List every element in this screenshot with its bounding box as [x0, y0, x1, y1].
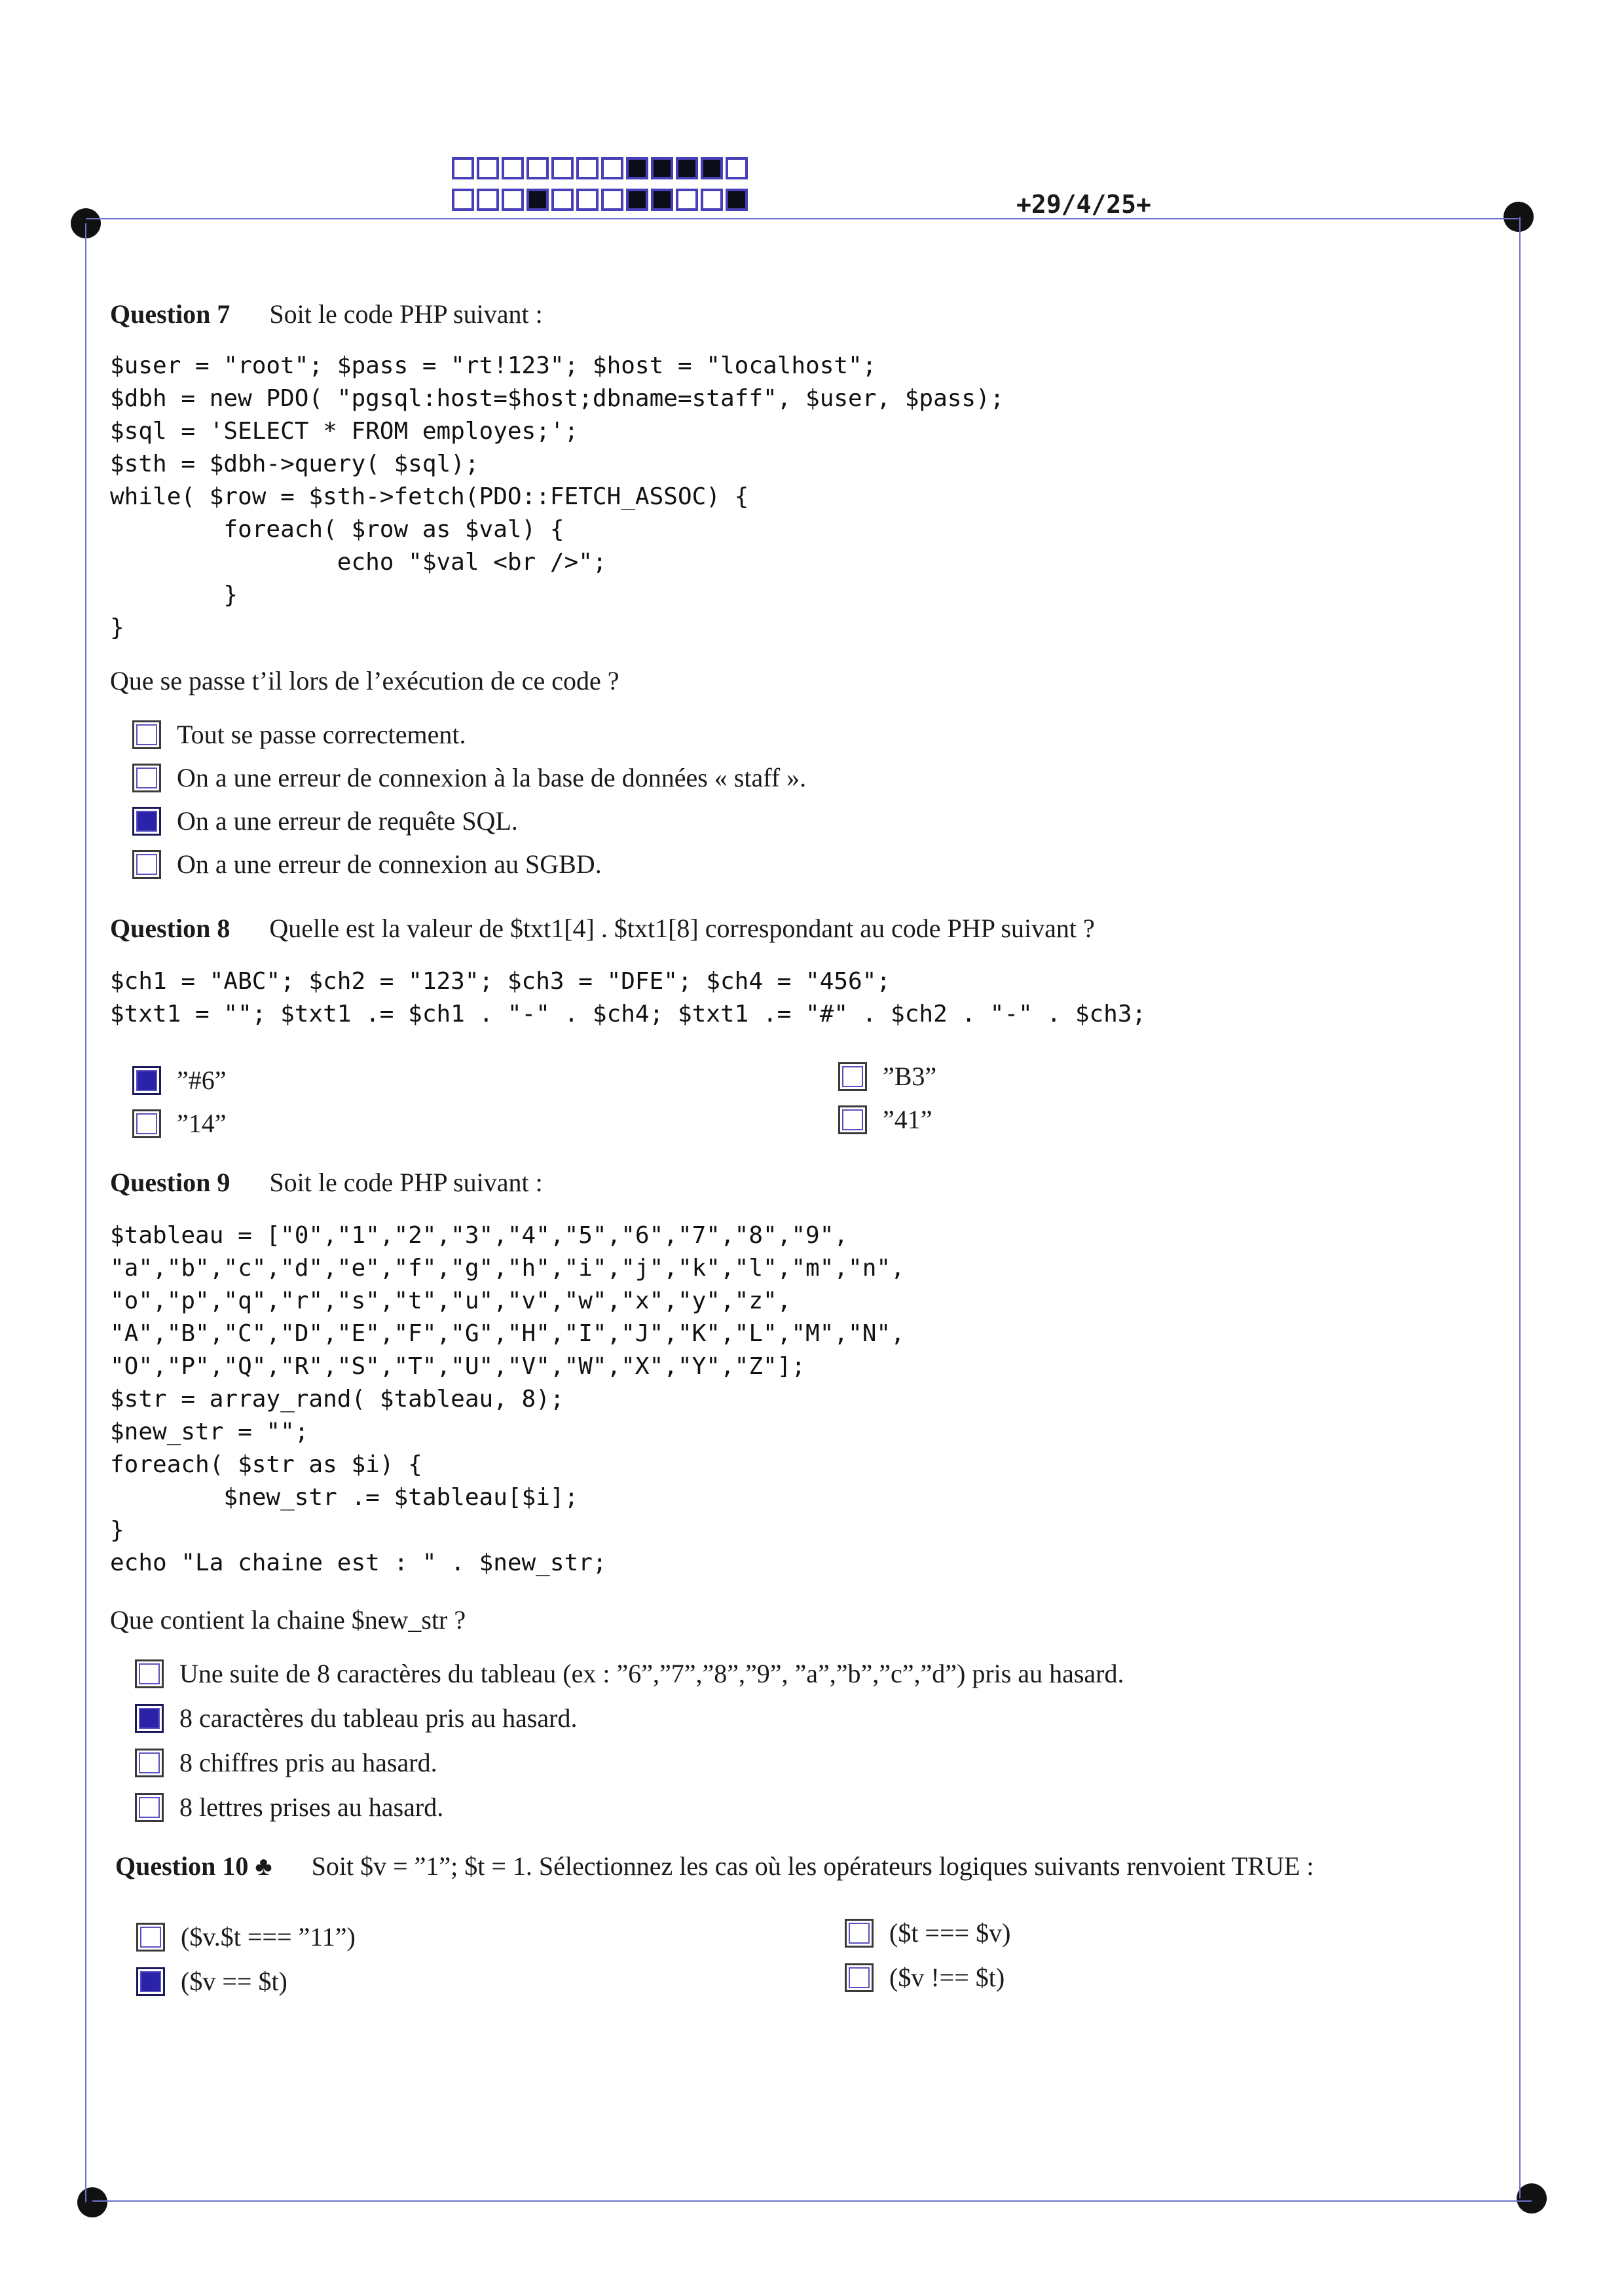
- question-9-code: $tableau = ["0","1","2","3","4","5","6","7","8","9", "a","b","c","d","e","f","g","h","i","j","k","l","m","n", "o","p","q","r","s","t","u","v","w","x","y","z", "A","B","C","D","E","F","G","H","I","J","K","L","M","N", "O","P","Q","R","S","T","U","V","W","X","Y","Z"]; $str = array_rand( $tableau, 8); $new_str = ""; foreach( $str as $i) { $new_str .= $tableau[$i]; } echo "La chaine est : " . $new_str;: [110, 1222, 905, 1576]
- id-cell: [502, 157, 524, 179]
- q8-answer-label: ”14”: [177, 1109, 227, 1138]
- question-10-text: Soit $v = ”1”; $t = 1. Sélectionnez les cas où les opérateurs logiques suivants renvoient TRUE :: [311, 1851, 1314, 1881]
- id-cell: [701, 157, 723, 179]
- q8-checkbox[interactable]: [838, 1062, 867, 1091]
- q8-checkbox[interactable]: [132, 1066, 161, 1095]
- corner-marker-top-right: [1504, 202, 1534, 232]
- q7-answer-label: On a une erreur de connexion au SGBD.: [177, 849, 602, 879]
- question-7-text: Soit le code PHP suivant :: [269, 299, 543, 329]
- id-cell: [651, 189, 673, 211]
- student-id-row-2: [452, 189, 748, 211]
- id-cell: [626, 157, 648, 179]
- q8-answer[interactable]: [838, 1104, 932, 1135]
- q7-checkbox[interactable]: [132, 720, 161, 749]
- q10-checkbox[interactable]: [136, 1923, 165, 1952]
- frame-bottom: [92, 2200, 1532, 2202]
- question-8-title: Question 8: [110, 914, 231, 943]
- q10-answer-label: ($t === $v): [889, 1918, 1011, 1948]
- q9-answer-label: Une suite de 8 caractères du tableau (ex : ”6”,”7”,”8”,”9”, ”a”,”b”,”c”,”d”) pris au hasard.: [179, 1659, 1124, 1688]
- question-7-prompt: Que se passe t’il lors de l’exécution de ce code ?: [110, 666, 619, 695]
- q7-answer-label: On a une erreur de requête SQL.: [177, 806, 518, 836]
- q9-answer[interactable]: [135, 1747, 437, 1778]
- id-cell: [601, 189, 623, 211]
- q9-checkbox[interactable]: [135, 1704, 164, 1733]
- id-cell: [651, 157, 673, 179]
- q9-answer-label: 8 chiffres pris au hasard.: [179, 1748, 437, 1777]
- id-cell: [576, 157, 599, 179]
- q8-answer-label: ”#6”: [177, 1065, 227, 1095]
- id-cell: [676, 157, 698, 179]
- id-cell: [726, 157, 748, 179]
- question-9-text: Soit le code PHP suivant :: [269, 1168, 543, 1197]
- corner-marker-bottom-right: [1517, 2183, 1547, 2213]
- q10-checkbox[interactable]: [136, 1967, 165, 1996]
- q7-checkbox[interactable]: [132, 850, 161, 879]
- question-7-title: Question 7: [110, 299, 231, 329]
- id-cell: [726, 189, 748, 211]
- q7-checkbox[interactable]: [132, 807, 161, 836]
- q10-answer[interactable]: [136, 1966, 287, 1997]
- q10-answer-label: ($v.$t === ”11”): [181, 1922, 356, 1952]
- q7-answer[interactable]: [132, 805, 518, 836]
- q8-answer[interactable]: [838, 1061, 936, 1092]
- q10-answer[interactable]: [845, 1917, 1010, 1948]
- q10-checkbox[interactable]: [845, 1963, 874, 1992]
- id-cell: [576, 189, 599, 211]
- frame-top: [86, 218, 1519, 219]
- q8-answer[interactable]: [132, 1065, 227, 1096]
- question-8-code: $ch1 = "ABC"; $ch2 = "123"; $ch3 = "DFE"; $ch4 = "456"; $txt1 = ""; $txt1 .= $ch1 . "-" . $ch4; $txt1 .= "#" . $ch2 . "-" . $ch3;: [110, 968, 1147, 1028]
- id-cell: [477, 189, 499, 211]
- q7-checkbox[interactable]: [132, 764, 161, 792]
- q9-checkbox[interactable]: [135, 1793, 164, 1822]
- q8-checkbox[interactable]: [838, 1105, 867, 1134]
- q9-answer[interactable]: [135, 1658, 1124, 1689]
- id-cell: [626, 189, 648, 211]
- q9-checkbox[interactable]: [135, 1749, 164, 1777]
- id-cell: [526, 189, 549, 211]
- question-9-prompt: Que contient la chaine $new_str ?: [110, 1605, 466, 1635]
- id-cell: [526, 157, 549, 179]
- frame-left: [85, 223, 86, 2202]
- q9-answer-label: 8 lettres prises au hasard.: [179, 1792, 444, 1822]
- question-9-title: Question 9: [110, 1168, 231, 1197]
- q7-answer-label: Tout se passe correctement.: [177, 720, 466, 749]
- id-cell: [551, 189, 574, 211]
- corner-marker-bottom-left: [77, 2187, 107, 2217]
- id-cell: [502, 189, 524, 211]
- q10-answer-label: ($v !== $t): [889, 1963, 1005, 1992]
- q7-answer[interactable]: [132, 849, 602, 880]
- question-7-header: [110, 299, 543, 329]
- id-cell: [452, 157, 474, 179]
- q9-answer[interactable]: [135, 1792, 443, 1823]
- q10-checkbox[interactable]: [845, 1919, 874, 1948]
- page-identifier: +29/4/25+: [1016, 190, 1151, 219]
- question-10-header: [115, 1851, 1314, 1881]
- q9-checkbox[interactable]: [135, 1659, 164, 1688]
- id-cell: [701, 189, 723, 211]
- q10-answer[interactable]: [136, 1921, 356, 1952]
- q7-answer[interactable]: [132, 762, 806, 793]
- id-cell: [676, 189, 698, 211]
- question-8-header: [110, 913, 1095, 944]
- question-8-text: Quelle est la valeur de $txt1[4] . $txt1[8] correspondant au code PHP suivant ?: [269, 914, 1095, 943]
- q9-answer[interactable]: [135, 1703, 577, 1733]
- q8-answer-label: ”B3”: [883, 1062, 937, 1091]
- question-9-header: [110, 1167, 543, 1198]
- q7-answer[interactable]: [132, 719, 466, 750]
- question-7-code: $user = "root"; $pass = "rt!123"; $host = "localhost"; $dbh = new PDO( "pgsql:host=$host;dbname=staff", $user, $pass); $sql = 'SELECT * FROM employes;'; $sth = $dbh->query( $sql); while( $row = $sth->fetch(PDO::FETCH_ASSOC) { foreach( $row as $val) { echo "$val <br />"; } }: [110, 352, 1005, 641]
- q8-answer-label: ”41”: [883, 1105, 932, 1134]
- student-id-row-1: [452, 157, 748, 179]
- q7-answer-label: On a une erreur de connexion à la base de données « staff ».: [177, 763, 807, 792]
- id-cell: [477, 157, 499, 179]
- id-cell: [452, 189, 474, 211]
- frame-right: [1519, 217, 1521, 2198]
- q8-checkbox[interactable]: [132, 1109, 161, 1138]
- id-cell: [601, 157, 623, 179]
- question-10-title: Question 10 ♣: [115, 1851, 272, 1881]
- id-cell: [551, 157, 574, 179]
- q10-answer[interactable]: [845, 1962, 1005, 1993]
- q9-answer-label: 8 caractères du tableau pris au hasard.: [179, 1703, 578, 1733]
- q8-answer[interactable]: [132, 1108, 227, 1139]
- q10-answer-label: ($v == $t): [181, 1967, 287, 1996]
